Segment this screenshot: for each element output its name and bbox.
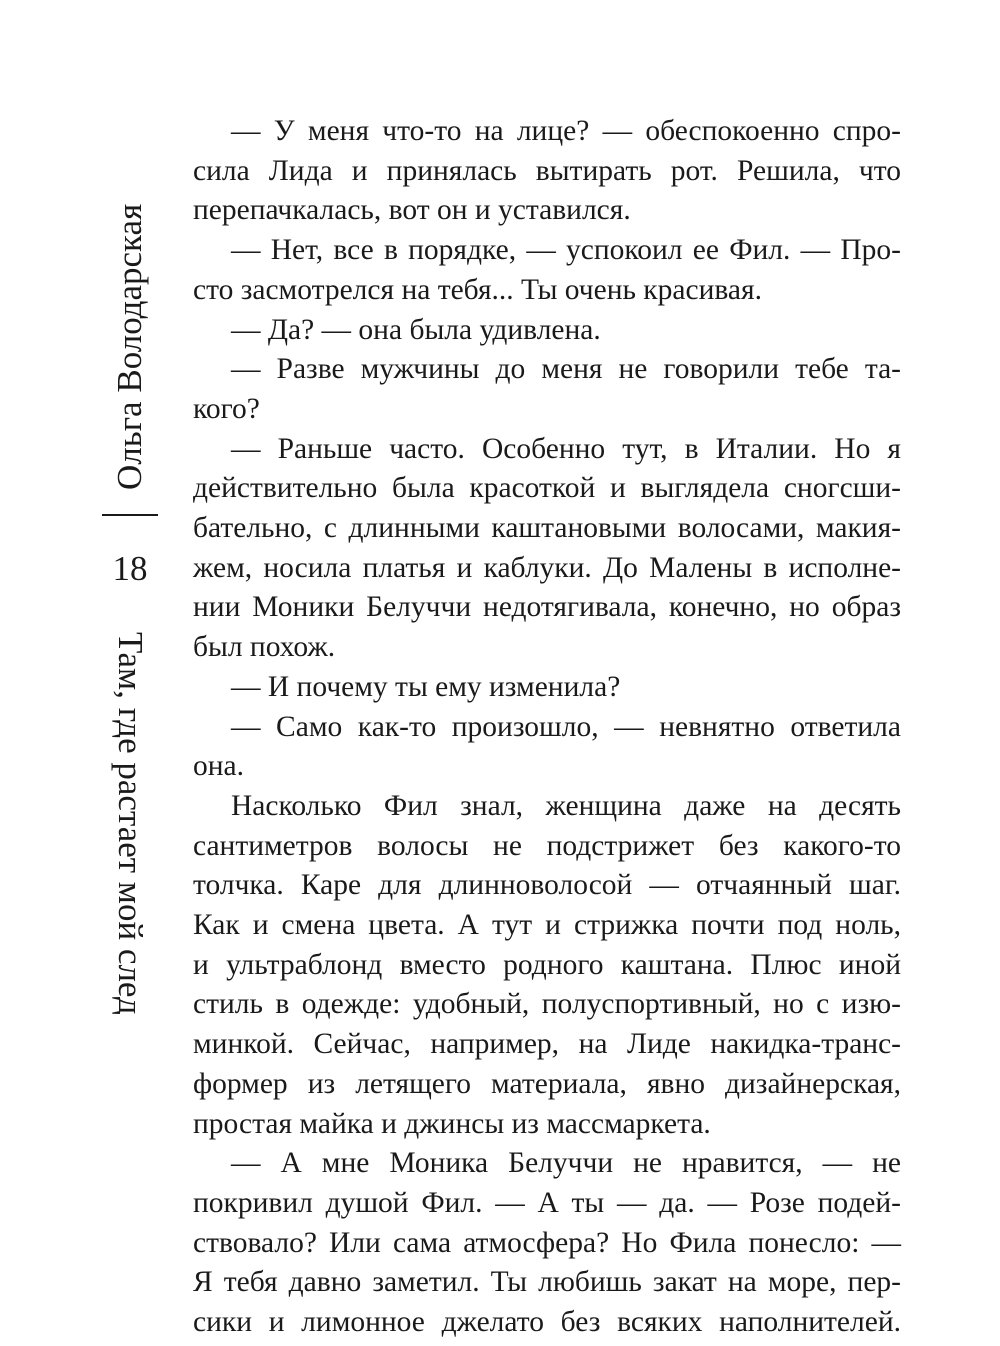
body-line: — Само как-то произошло, — невнятно ответила [231,710,901,743]
page-number: 18 [112,549,148,588]
body-line: жем, носила платья и каблуки. До Малены в исполне- [193,551,901,584]
body-line: действительно была красоткой и выглядела сногсши- [193,472,901,505]
body-line: сики и лимонное джелато без всяких наполнителей. [193,1306,901,1339]
body-line: кого? [193,392,260,425]
body-line: сила Лида и принялась вытирать рот. Решила, что [193,154,901,187]
body-line: — Разве мужчины до меня не говорили тебе та- [231,353,901,386]
body-line: покривил душой Фил. — А ты — да. — Розе подей- [193,1186,901,1219]
body-line: — А мне Моника Белуччи не нравится, — не [231,1147,901,1180]
body-line: — И почему ты ему изменила? [231,670,621,703]
body-line: перепачкалась, вот он и уставился. [193,194,631,227]
author-name: Ольга Володарская [110,203,149,490]
body-line: Я тебя давно заметил. Ты любишь закат на море, пер- [193,1266,901,1299]
body-line: — Нет, все в порядке, — успокоил ее Фил. — Про- [231,234,901,267]
running-margin [98,0,162,1346]
body-line: бательно, с длинными каштановыми волосами, макия- [193,512,901,545]
book-title: Там, где растает мой след [111,632,150,1015]
margin-divider [102,514,158,516]
body-line: стиль в одежде: удобный, полуспортивный, но с изю- [193,988,901,1021]
body-line: был похож. [193,631,336,664]
body-line: простая майка и джинсы из массмаркета. [193,1107,711,1140]
body-line: она. [193,750,245,783]
body-line: нии Моники Белуччи недотягивала, конечно, но образ [193,591,901,624]
body-line: ствовало? Или сама атмосфера? Но Фила понесло: — [193,1226,901,1259]
body-line: Как и смена цвета. А тут и стрижка почти под ноль, [193,909,901,942]
body-line: формер из летящего материала, явно дизайнерская, [193,1067,901,1100]
page-body [193,112,901,1343]
body-line: минкой. Сейчас, например, на Лиде накидка-транс- [193,1028,901,1061]
body-line: сто засмотрелся на тебя... Ты очень красивая. [193,273,762,306]
body-line: сантиметров волосы не подстрижет без какого-то [193,829,901,862]
body-line: толчка. Каре для длинноволосой — отчаянный шаг. [193,869,901,902]
body-line: Насколько Фил знал, женщина даже на десять [231,789,901,822]
body-line: — Раньше часто. Особенно тут, в Италии. Но я [231,432,901,465]
body-line: и ультраблонд вместо родного каштана. Плюс иной [193,948,901,981]
body-line: — У меня что-то на лице? — обеспокоенно спро- [231,115,901,147]
body-line: — Да? — она была удивлена. [231,313,601,346]
